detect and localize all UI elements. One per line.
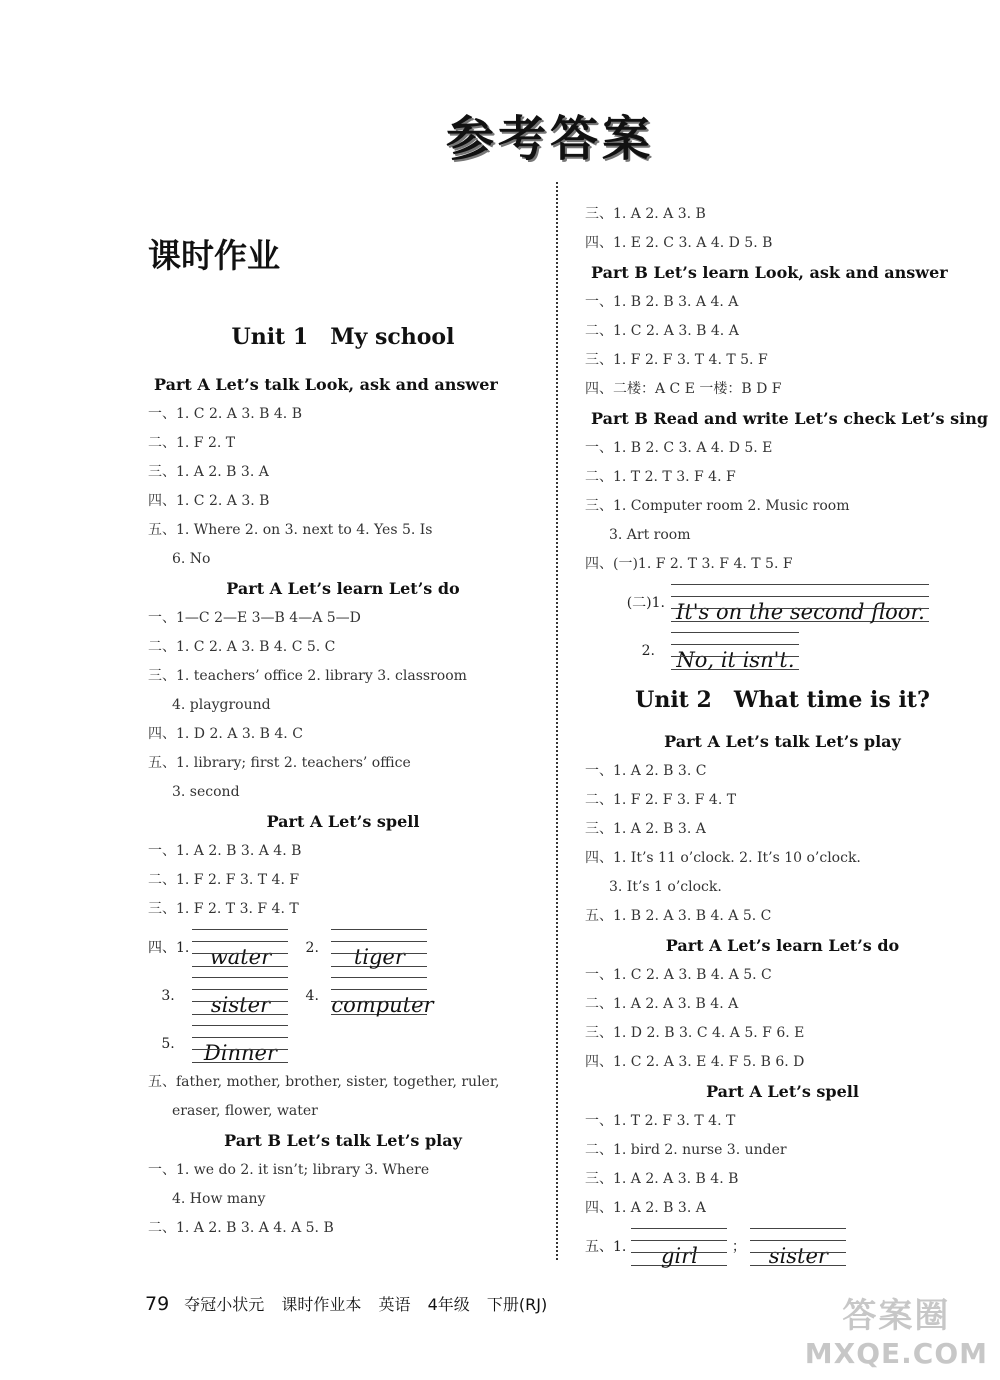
part-heading: Part A Let’s learn Let’s do (226, 579, 460, 598)
footer-subject: 英语 (378, 1295, 411, 1314)
answer-line: 一、1. T 2. F 3. T 4. T (585, 1113, 736, 1129)
answer-line: 三、1. A 2. A 3. B 4. B (585, 1171, 739, 1187)
answer-line: 二、1. A 2. B 3. A 4. A 5. B (148, 1220, 334, 1236)
handwritten-word: computer (331, 993, 434, 1017)
item-label: 五、1. (585, 1239, 627, 1255)
answer-line: 3. second (172, 784, 240, 800)
handwriting-box (671, 584, 929, 622)
handwritten-word: sister (768, 1244, 828, 1268)
answer-line: 3. Art room (609, 527, 691, 543)
item-label: 5. (161, 1036, 175, 1052)
answer-line: 3. It’s 1 o’clock. (609, 879, 722, 895)
part-heading: Part B Read and write Let’s check Let’s sing (591, 409, 989, 428)
handwriting-box (192, 1025, 288, 1063)
answer-line: 五、1. library; first 2. teachers’ office (148, 755, 411, 771)
answer-line: 一、1. C 2. A 3. B 4. A 5. C (585, 967, 772, 983)
handwriting-row (148, 972, 538, 1020)
answer-line: 四、二楼：A C E 一楼：B D F (585, 381, 782, 397)
answer-line: 二、1. T 2. T 3. F 4. F (585, 469, 736, 485)
item-label: 2. (641, 643, 655, 659)
footer-volume: 下册(RJ) (486, 1295, 548, 1314)
unit-heading (148, 320, 538, 354)
handwritten-word: sister (210, 993, 271, 1017)
answer-line: 一、1. A 2. B 3. C (585, 763, 707, 779)
unit-name: What time is it? (733, 687, 930, 713)
answer-line: 三、1. A 2. A 3. B (585, 206, 706, 222)
answer-line: 二、1. F 2. F 3. F 4. T (585, 792, 737, 808)
answer-line: 4. playground (172, 697, 271, 713)
handwriting-box (192, 977, 288, 1015)
footer-book: 课时作业本 (281, 1295, 362, 1314)
unit-name: My school (330, 324, 455, 350)
answer-line: 二、1. F 2. T (148, 435, 236, 451)
handwriting-box (331, 929, 427, 967)
item-label: 3. (161, 988, 175, 1004)
answer-line: 三、1. D 2. B 3. C 4. A 5. F 6. E (585, 1025, 805, 1041)
part-heading: Part A Let’s spell (266, 812, 420, 831)
watermark (805, 1288, 988, 1370)
answer-line: 四、1. A 2. B 3. A (585, 1200, 706, 1216)
handwriting-row (585, 579, 980, 627)
part-heading: Part B Let’s talk Let’s play (224, 1131, 462, 1150)
answer-line: 四、1. E 2. C 3. A 4. D 5. B (585, 235, 773, 251)
right-column (585, 200, 989, 1271)
answer-line: 五、1. B 2. A 3. B 4. A 5. C (585, 908, 772, 924)
separator: ； (731, 1239, 746, 1255)
unit-heading (585, 683, 980, 717)
answer-line: 二、1. bird 2. nurse 3. under (585, 1142, 787, 1158)
part-heading: Part A Let’s learn Let’s do (665, 936, 900, 955)
part-heading: Part B Let’s learn Look, ask and answer (591, 263, 948, 282)
footer-brand: 夺冠小状元 (184, 1295, 265, 1314)
answer-line: 4. How many (172, 1191, 266, 1207)
handwriting-box (631, 1228, 727, 1266)
left-column (148, 320, 538, 1243)
answer-line: 五、1. Where 2. on 3. next to 4. Yes 5. Is (148, 522, 433, 538)
answer-line: 三、1. F 2. F 3. T 4. T 5. F (585, 352, 768, 368)
answer-line: 一、1. C 2. A 3. B 4. B (148, 406, 302, 422)
part-heading: Part A Let’s spell (706, 1082, 859, 1101)
answer-line: 三、1. A 2. B 3. A (148, 464, 269, 480)
answer-line: 二、1. A 2. A 3. B 4. A (585, 996, 739, 1012)
answer-line: 二、1. C 2. A 3. B 4. A (585, 323, 739, 339)
answer-line: 6. No (172, 551, 211, 567)
handwriting-box (671, 632, 799, 670)
handwritten-word: tiger (353, 945, 405, 969)
answer-line: eraser, flower, water (172, 1103, 318, 1119)
answer-line: 三、1. teachers’ office 2. library 3. classroom (148, 668, 467, 684)
answer-line: 三、1. F 2. T 3. F 4. T (148, 901, 299, 917)
handwriting-box (331, 977, 434, 1017)
page-title: 参考答案 (445, 111, 654, 167)
handwriting-box (750, 1228, 846, 1266)
item-label: 2. (305, 940, 319, 956)
answer-line: 三、1. A 2. B 3. A (585, 821, 706, 837)
answer-line: 四、1. D 2. A 3. B 4. C (148, 726, 303, 742)
column-divider (556, 182, 558, 1260)
handwritten-word: water (209, 945, 272, 969)
handwriting-row (148, 924, 538, 972)
part-heading: Part A Let’s talk Look, ask and answer (154, 375, 498, 394)
page-footer (145, 1292, 547, 1315)
answer-line: 五、father, mother, brother, sister, together, ruler, (148, 1074, 500, 1090)
answer-line: 二、1. C 2. A 3. B 4. C 5. C (148, 639, 336, 655)
answer-line: 三、1. Computer room 2. Music room (585, 498, 850, 514)
footer-grade: 4年级 (427, 1295, 470, 1314)
answer-line: 四、1. C 2. A 3. B (148, 493, 270, 509)
part-heading: Part A Let’s talk Let’s play (664, 732, 901, 751)
unit-number: Unit 1 (231, 324, 309, 350)
answer-line: 一、1. B 2. C 3. A 4. D 5. E (585, 440, 773, 456)
answer-line: 四、(一)1. F 2. T 3. F 4. T 5. F (585, 556, 793, 572)
answer-line: 一、1. A 2. B 3. A 4. B (148, 843, 302, 859)
handwritten-word: Dinner (203, 1041, 277, 1065)
answer-line: 二、1. F 2. F 3. T 4. F (148, 872, 300, 888)
answer-line: 四、1. It’s 11 o’clock. 2. It’s 10 o’clock. (585, 850, 861, 866)
unit-number: Unit 2 (635, 687, 712, 713)
watermark-logo: 答案圈 (842, 1296, 951, 1336)
item-label: (二)1. (626, 595, 665, 611)
section-title: 课时作业 (148, 236, 280, 275)
answer-line: 一、1. we do 2. it isn’t; library 3. Where (148, 1162, 430, 1178)
answer-line: 一、1—C 2—E 3—B 4—A 5—D (148, 610, 361, 626)
item-label: 四、1. (148, 940, 190, 956)
item-label: 4. (305, 988, 319, 1004)
answer-line: 一、1. B 2. B 3. A 4. A (585, 294, 739, 310)
answer-line: 四、1. C 2. A 3. E 4. F 5. B 6. D (585, 1054, 805, 1070)
handwritten-sentence: It's on the second floor. (676, 600, 925, 624)
watermark-url: MXQE.COM (804, 1337, 988, 1370)
handwriting-box (192, 929, 288, 967)
handwriting-row (585, 1223, 980, 1271)
page-number: 79 (145, 1293, 170, 1315)
handwritten-word: girl (660, 1244, 698, 1268)
handwritten-sentence: No, it isn't. (676, 648, 795, 672)
